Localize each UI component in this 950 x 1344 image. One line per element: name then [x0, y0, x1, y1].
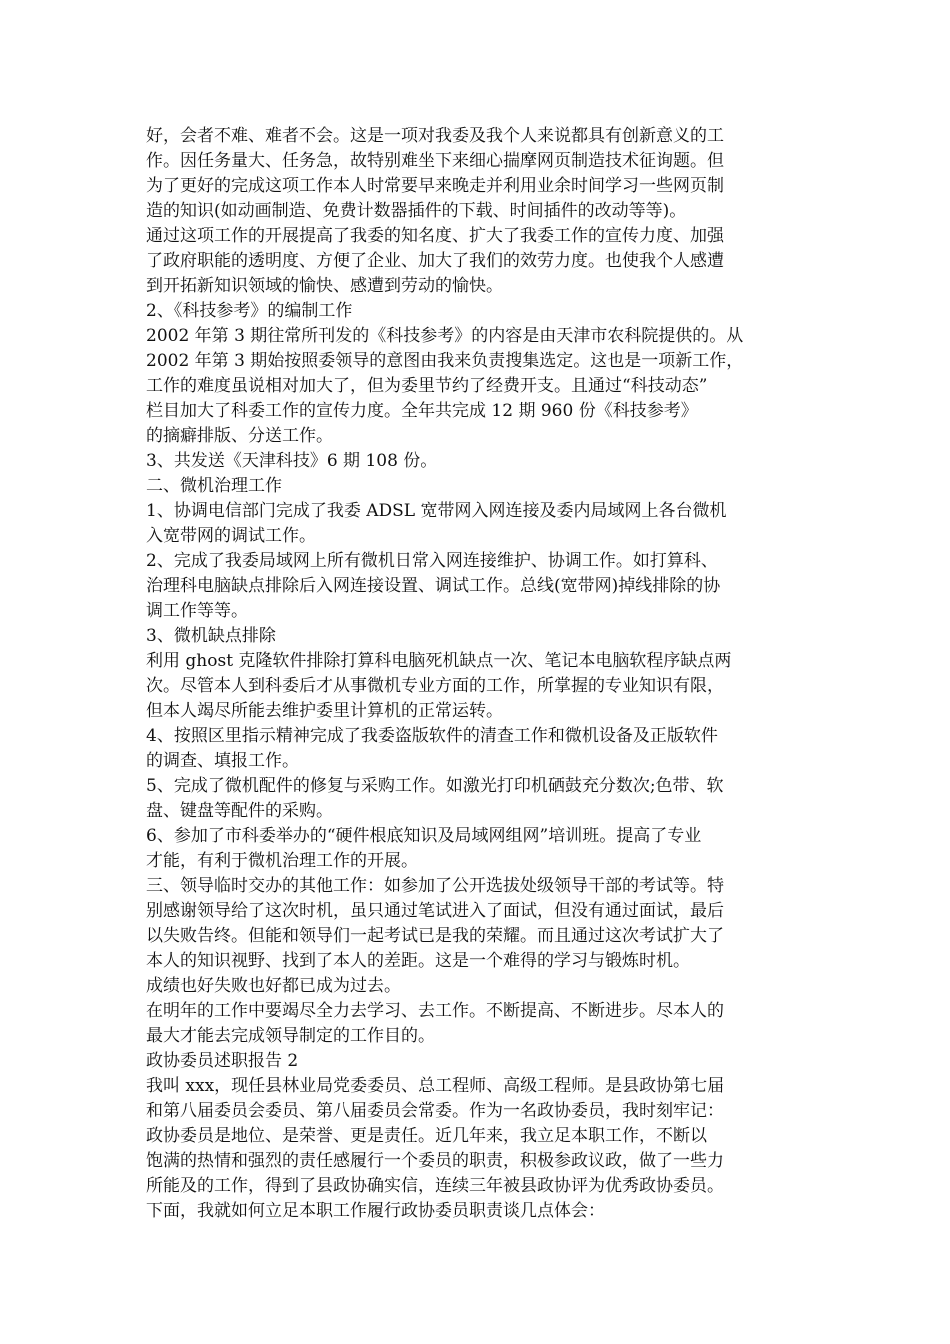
text-line: 栏目加大了科委工作的宣传力度。全年共完成 12 期 960 份《科技参考》 — [146, 401, 698, 421]
text-line: 利用 ghost 克隆软件排除打算科电脑死机缺点一次、笔记本电脑软程序缺点两 — [146, 651, 732, 671]
document-body — [146, 124, 806, 1224]
text-line: 调工作等等。 — [146, 601, 248, 621]
text-line: 1、协调电信部门完成了我委 ADSL 宽带网入网连接及委内局域网上各台微机 — [146, 501, 727, 521]
text-line: 才能，有利于微机治理工作的开展。 — [146, 851, 418, 871]
text-line: 我叫 xxx，现任县林业局党委委员、总工程师、高级工程师。是县政协第七届 — [146, 1076, 725, 1096]
text-line: 通过这项工作的开展提高了我委的知名度、扩大了我委工作的宣传力度、加强 — [146, 226, 724, 246]
text-line: 以失败告终。但能和领导们一起考试已是我的荣耀。而且通过这次考试扩大了 — [146, 926, 724, 946]
text-line: 3、微机缺点排除 — [146, 626, 276, 646]
text-line: 4、按照区里指示精神完成了我委盗版软件的清查工作和微机设备及正版软件 — [146, 726, 718, 746]
text-line: 在明年的工作中要竭尽全力去学习、去工作。不断提高、不断进步。尽本人的 — [146, 1001, 724, 1021]
text-line: 了政府职能的透明度、方便了企业、加大了我们的效劳力度。也使我个人感遭 — [146, 251, 724, 271]
text-line: 饱满的热情和强烈的责任感履行一个委员的职责，积极参政议政，做了一些力 — [146, 1151, 724, 1171]
text-line: 所能及的工作，得到了县政协确实信，连续三年被县政协评为优秀政协委员。 — [146, 1176, 724, 1196]
text-line: 2、完成了我委局域网上所有微机日常入网连接维护、协调工作。如打算科、 — [146, 551, 718, 571]
text-line: 6、参加了市科委举办的“硬件根底知识及局域网组网”培训班。提高了专业 — [146, 826, 702, 846]
text-line: 三、领导临时交办的其他工作：如参加了公开选拔处级领导干部的考试等。特 — [146, 876, 724, 896]
text-line: 盘、键盘等配件的采购。 — [146, 801, 333, 821]
text-line: 2、《科技参考》的编制工作 — [146, 301, 353, 321]
text-line: 好，会者不难、难者不会。这是一项对我委及我个人来说都具有创新意义的工 — [146, 126, 724, 146]
text-line: 造的知识(如动画制造、免费计数器插件的下载、时间插件的改动等等)。 — [146, 201, 687, 221]
text-line: 工作的难度虽说相对加大了，但为委里节约了经费开支。且通过“科技动态” — [146, 376, 708, 396]
text-line: 最大才能去完成领导制定的工作目的。 — [146, 1026, 435, 1046]
text-line: 治理科电脑缺点排除后入网连接设置、调试工作。总线(宽带网)掉线排除的协 — [146, 576, 721, 596]
text-line: 但本人竭尽所能去维护委里计算机的正常运转。 — [146, 701, 503, 721]
text-line: 下面，我就如何立足本职工作履行政协委员职责谈几点体会： — [146, 1201, 605, 1221]
text-line: 政协委员是地位、是荣誉、更是责任。近几年来，我立足本职工作，不断以 — [146, 1126, 707, 1146]
text-line: 作。因任务量大、任务急，故特别难坐下来细心揣摩网页制造技术征询题。但 — [146, 151, 724, 171]
text-line: 成绩也好失败也好都已成为过去。 — [146, 976, 401, 996]
text-line: 5、完成了微机配件的修复与采购工作。如激光打印机硒鼓充分数次;色带、软 — [146, 776, 724, 796]
text-line: 别感谢领导给了这次时机，虽只通过笔试进入了面试，但没有通过面试，最后 — [146, 901, 724, 921]
text-line: 2002 年第 3 期始按照委领导的意图由我来负责搜集选定。这也是一项新工作， — [146, 351, 744, 371]
text-line: 为了更好的完成这项工作本人时常要早来晚走并利用业余时间学习一些网页制 — [146, 176, 724, 196]
text-line: 次。尽管本人到科委后才从事微机专业方面的工作，所掌握的专业知识有限， — [146, 676, 724, 696]
text-line: 的调查、填报工作。 — [146, 751, 299, 771]
text-line: 本人的知识视野、找到了本人的差距。这是一个难得的学习与锻炼时机。 — [146, 951, 690, 971]
text-line: 到开拓新知识领域的愉快、感遭到劳动的愉快。 — [146, 276, 503, 296]
text-line: 政协委员述职报告 2 — [146, 1051, 299, 1071]
text-line: 3、共发送《天津科技》6 期 108 份。 — [146, 451, 438, 471]
text-line: 二、微机治理工作 — [146, 476, 282, 496]
text-line: 2002 年第 3 期往常所刊发的《科技参考》的内容是由天津市农科院提供的。从 — [146, 326, 744, 346]
text-line: 入宽带网的调试工作。 — [146, 526, 316, 546]
text-line: 和第八届委员会委员、第八届委员会常委。作为一名政协委员，我时刻牢记： — [146, 1101, 724, 1121]
text-line: 的摘癖排版、分送工作。 — [146, 426, 333, 446]
